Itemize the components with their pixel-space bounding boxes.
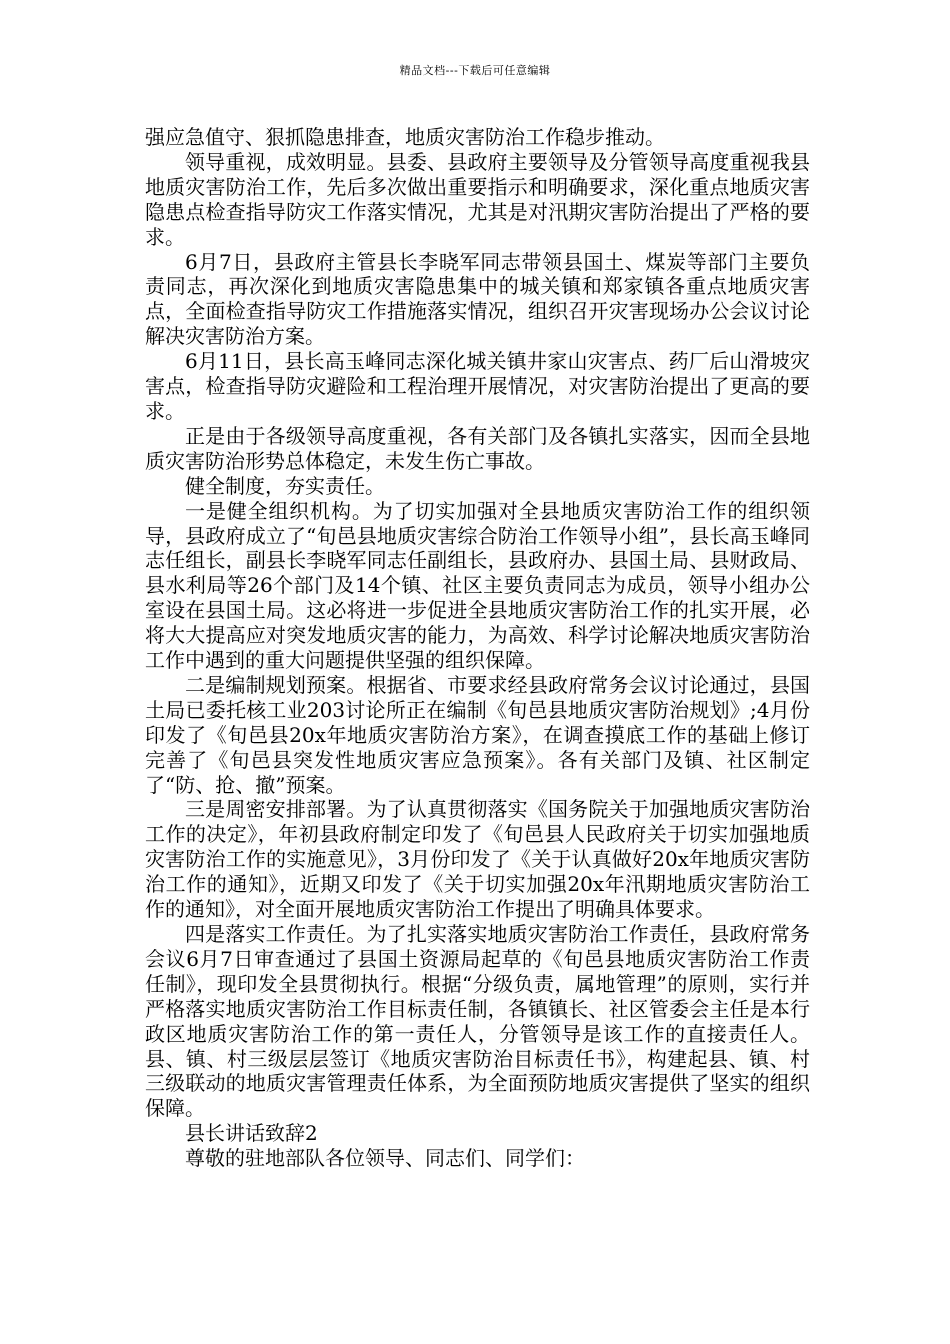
- paragraph-deployment: 三是周密安排部署。为了认真贯彻落实《国务院关于加强地质灾害防治工作的决定》，年初县政府制定印发了《旬邑县人民政府关于切实加强地质灾害防治工作的实施意见》，3月份印发了《关于认真做好20x年地质灾害防治工作的通知》，近期又印发了《关于切实加强20x年汛期地质灾害防治工作的通知》，对全面开展地质灾害防治工作提出了明确具体要求。: [145, 797, 810, 922]
- paragraph-overall-stable: 正是由于各级领导高度重视，各有关部门及各镇扎实落实，因而全县地质灾害防治形势总体稳定，未发生伤亡事故。: [145, 423, 810, 473]
- paragraph-june-7: 6月7日，县政府主管县长李晓军同志带领县国土、煤炭等部门主要负责同志，再次深化到地质灾害隐患集中的城关镇和郑家镇各重点地质灾害点，全面检查指导防灾工作措施落实情况，组织召开灾害现场办公会议讨论解决灾害防治方案。: [145, 249, 810, 349]
- paragraph-speech-title: 县长讲话致辞2: [185, 1121, 318, 1146]
- paragraph-planning: 二是编制规划预案。根据省、市要求经县政府常务会议讨论通过，县国土局已委托核工业203讨论所正在编制《旬邑县地质灾害防治规划》;4月份印发了《旬邑县20x年地质灾害防治方案》，在调查摸底工作的基础上修订完善了《旬邑县突发性地质灾害应急预案》。各有关部门及镇、社区制定了“防、抢、撤”预案。: [145, 672, 810, 797]
- paragraph-continuation: 强应急值守、狠抓隐患排查，地质灾害防治工作稳步推动。: [145, 125, 665, 149]
- paragraph-responsibility: 四是落实工作责任。为了扎实落实地质灾害防治工作责任，县政府常务会议6月7日审查通过了县国土资源局起草的《旬邑县地质灾害防治工作责任制》，现印发全县贯彻执行。根据“分级负责，属地管理”的原则，实行并严格落实地质灾害防治工作目标责任制，各镇镇长、社区管委会主任是本行政区地质灾害防治工作的第一责任人，分管领导是该工作的直接责任人。县、镇、村三级层层签订《地质灾害防治目标责任书》，构建起县、镇、村三级联动的地质灾害管理责任体系，为全面预防地质灾害提供了坚实的组织保障。: [145, 922, 810, 1121]
- paragraph-june-11: 6月11日，县长高玉峰同志深化城关镇井家山灾害点、药厂后山滑坡灾害点，检查指导防灾避险和工程治理开展情况，对灾害防治提出了更高的要求。: [145, 349, 810, 423]
- paragraph-organization: 一是健全组织机构。为了切实加强对全县地质灾害防治工作的组织领导，县政府成立了“旬邑县地质灾害综合防治工作领导小组”，县长高玉峰同志任组长，副县长李晓军同志任副组长，县政府办、县国土局、县财政局、县水利局等26个部门及14个镇、社区主要负责同志为成员，领导小组办公室设在县国土局。这必将进一步促进全县地质灾害防治工作的扎实开展，必将大大提高应对突发地质灾害的能力，为高效、科学讨论解决地质灾害防治工作中遇到的重大问题提供坚强的组织保障。: [145, 498, 810, 673]
- paragraph-salutation: 尊敬的驻地部队各位领导、同志们、同学们：: [185, 1146, 585, 1171]
- paragraph-section-heading: 健全制度，夯实责任。: [185, 473, 385, 498]
- paragraph-leadership-attention: 领导重视，成效明显。县委、县政府主要领导及分管领导高度重视我县地质灾害防治工作，先后多次做出重要指示和明确要求，深化重点地质灾害隐患点检查指导防灾工作落实情况，尤其是对汛期灾害防治提出了严格的要求。: [145, 149, 810, 249]
- document-body: [145, 125, 810, 1171]
- page-header-note: 精品文档---下载后可任意编辑: [399, 64, 551, 77]
